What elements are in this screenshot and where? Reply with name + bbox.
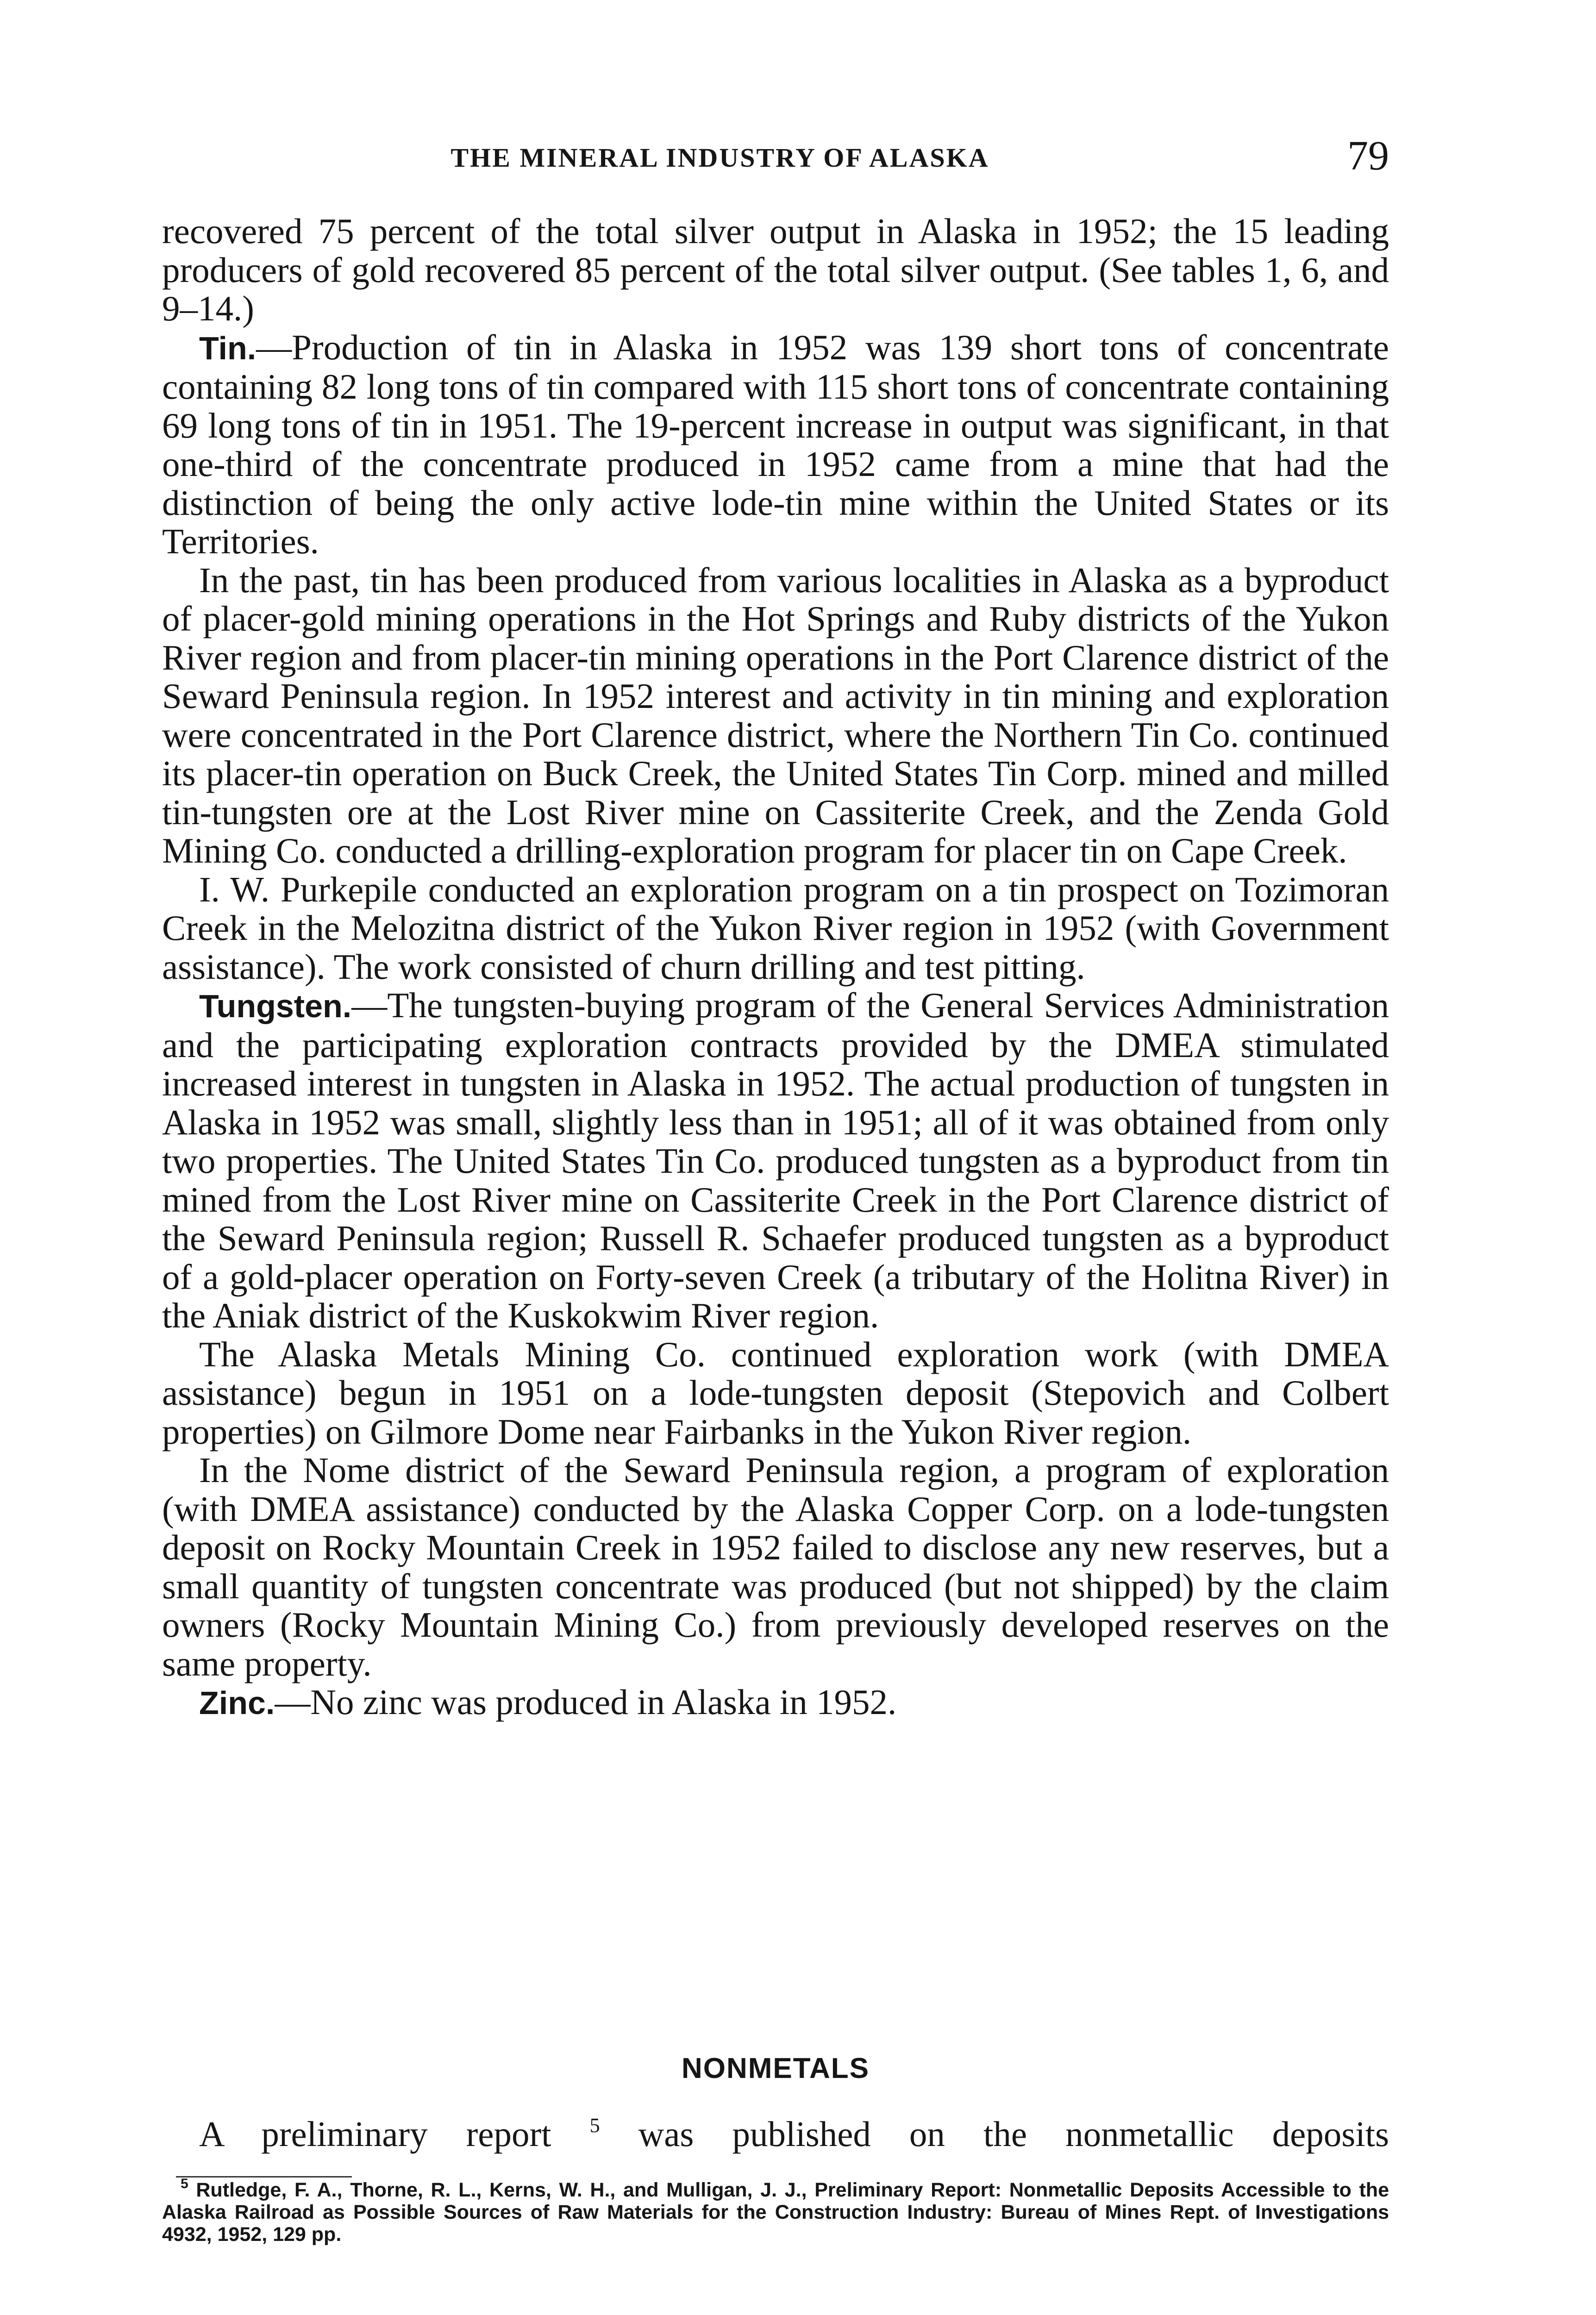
page-header [162,132,1389,183]
paragraph-nonmetals [162,2115,1389,2154]
paragraph-tin [162,328,1389,561]
paragraph-tungsten [162,986,1389,1335]
run-in-heading-tungsten: Tungsten. [199,988,352,1024]
paragraph-tungsten-alaska-metals [162,1335,1389,1452]
paragraph-text: In the Nome district of the Seward Peninsula region, a program of exploration (with DMEA assistance) conducted by the Alaska Copper Corp. on a lode-tungsten deposit on Rocky Mountain Creek in 1952 failed to disclose any new reserves, but a small quantity of tungsten concentrate was produced (but not shipped) by the claim owners (Rocky Mountain Mining Co.) from previously developed reserves on the same property. [162,1450,1389,1683]
body-text [162,212,1389,1723]
paragraph-text: recovered 75 percent of the total silver output in Alaska in 1952; the 15 leading producers of gold recovered 85 percent of the total silver output. (See tables 1, 6, and 9–14.) [162,211,1389,328]
paragraph-text: —Production of tin in Alaska in 1952 was 139 short tons of concentrate containing 82 long tons of tin compared with 115 short tons of concentrate containing 69 long tons of tin in 1951. The 19-percent increase in output was significant, in that one-third of the concentrate produced in 1952 came from a mine that had the distinction of being the only active lode-tin mine within the United States or its Territories. [162,327,1389,561]
footnote-text: Rutledge, F. A., Thorne, R. L., Kerns, W. H., and Mulligan, J. J., Preliminary Report: Nonmetallic Deposits Accessible to the Alaska Railroad as Possible Sources of Raw Materials for the Construction Industry: Bureau of Mines Rept. of Investigations 4932, 1952, 129 pp. [162,2179,1389,2246]
footnote [162,2176,1389,2246]
footnote-reference: 5 [589,2114,600,2137]
paragraph-tungsten-nome [162,1451,1389,1683]
paragraph-text: I. W. Purkepile conducted an exploration program on a tin prospect on Tozimoran Creek in the Melozitna district of the Yukon River region in 1952 (with Government assistance). The work consisted of churn drilling and test pitting. [162,869,1389,987]
paragraph-text: A preliminary report [199,2114,551,2154]
run-in-heading-zinc: Zinc. [199,1685,275,1721]
paragraph-silver-continued [162,212,1389,328]
footnote-divider [176,2176,352,2177]
paragraph-text: The Alaska Metals Mining Co. continued exploration work (with DMEA assistance) begun in 1951 on a lode-tungsten deposit (Stepovich and Colbert properties) on Gilmore Dome near Fairbanks in the Yukon River region. [162,1334,1389,1452]
paragraph-zinc [162,1683,1389,1723]
paragraph-text: —The tungsten-buying program of the General Services Administration and the participating exploration contracts provided by the DMEA stimulated increased interest in tungsten in Alaska in 1952. The actual production of tungsten in Alaska in 1952 was small, slightly less than in 1951; all of it was obtained from only two properties. The United States Tin Co. produced tungsten as a byproduct from tin mined from the Lost River mine on Cassiterite Creek in the Port Clarence district of the Seward Peninsula region; Russell R. Schaefer produced tungsten as a byproduct of a gold-placer operation on Forty-seven Creek (a tributary of the Holitna River) in the Aniak district of the Kuskokwim River region. [162,985,1389,1335]
paragraph-tin-purkepile [162,870,1389,987]
paragraph-text: In the past, tin has been produced from various localities in Alaska as a byproduct of placer-gold mining operations in the Hot Springs and Ruby districts of the Yukon River region and from placer-tin mining operations in the Port Clarence district of the Seward Peninsula region. In 1952 interest and activity in tin mining and exploration were concentrated in the Port Clarence district, where the Northern Tin Co. continued its placer-tin operation on Buck Creek, the United States Tin Corp. mined and milled tin-tungsten ore at the Lost River mine on Cassiterite Creek, and the Zenda Gold Mining Co. conducted a drilling-exploration program for placer tin on Cape Creek. [162,560,1389,870]
section-heading-nonmetals: NONMETALS [681,2052,870,2084]
running-head: THE MINERAL INDUSTRY OF ALASKA [451,143,989,173]
run-in-heading-tin: Tin. [199,330,257,366]
page-number: 79 [1347,133,1389,179]
paragraph-text: was published on the nonmetallic deposits [600,2114,1389,2154]
paragraph-text: —No zinc was produced in Alaska in 1952. [275,1682,897,1722]
paragraph-tin-history [162,561,1389,870]
footnote-marker: 5 [181,2176,188,2191]
